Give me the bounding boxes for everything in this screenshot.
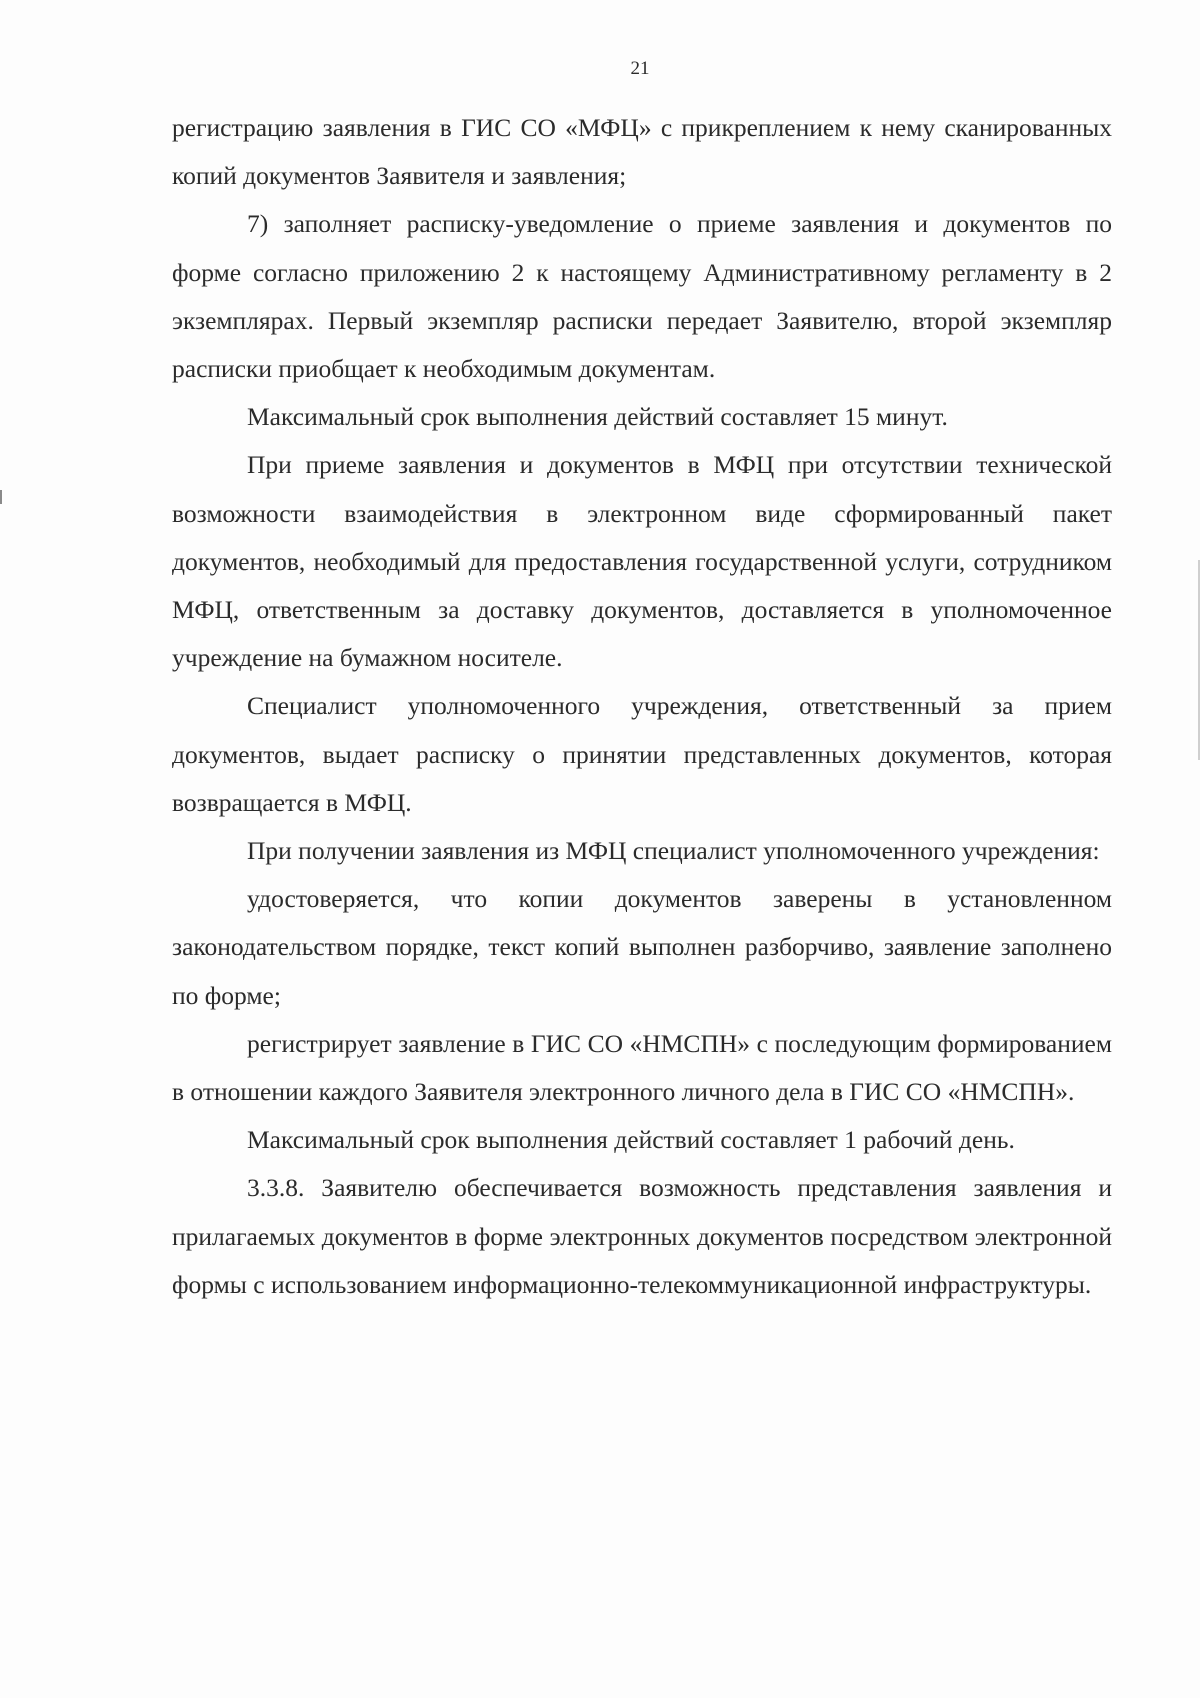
- document-body: [172, 104, 1112, 1309]
- paragraph-continuation: регистрацию заявления в ГИС СО «МФЦ» с прикреплением к нему сканированных копий документов Заявителя и заявления;: [172, 113, 1112, 191]
- scan-edge-mark-left: [0, 490, 2, 504]
- paragraph-item-7: 7) заполняет расписку-уведомление о приеме заявления и документов по форме согласно приложению 2 к настоящему Административному регламенту в 2 экземплярах. Первый экземпляр расписки передает Заявителю, второй экземпляр расписки приобщает к необходимым документам.: [172, 209, 1112, 384]
- page-number: 21: [630, 58, 650, 79]
- paragraph-3-3-8: 3.3.8. Заявителю обеспечивается возможность представления заявления и прилагаемых документов в форме электронных документов посредством электронной формы с использованием информационно-телекоммуникационной инфраструктуры.: [172, 1173, 1112, 1299]
- paragraph-receiving-from-mfc: При получении заявления из МФЦ специалист уполномоченного учреждения:: [247, 836, 1100, 866]
- paragraph-mfc-no-electronic: При приеме заявления и документов в МФЦ при отсутствии технической возможности взаимодействия в электронном виде сформированный пакет документов, необходимый для предоставления государственной услуги, сотрудником МФЦ, ответственным за доставку документов, доставляется в уполномоченное учреждение на бумажном носителе.: [172, 450, 1112, 673]
- paragraph-verifies-copies: удостоверяется, что копии документов заверены в установленном законодательством порядке, текст копий выполнен разборчиво, заявление заполнено по форме;: [172, 884, 1112, 1010]
- paragraph-max-time-15-min: Максимальный срок выполнения действий составляет 15 минут.: [247, 402, 948, 432]
- paragraph-registers-application: регистрирует заявление в ГИС СО «НМСПН» с последующим формированием в отношении каждого Заявителя электронного личного дела в ГИС СО «НМСПН».: [172, 1028, 1112, 1107]
- paragraph-max-time-1-day: Максимальный срок выполнения действий составляет 1 рабочий день.: [247, 1125, 1015, 1155]
- paragraph-specialist-receipt: Специалист уполномоченного учреждения, ответственный за прием документов, выдает расписку о принятии представленных документов, которая возвращается в МФЦ.: [172, 691, 1112, 817]
